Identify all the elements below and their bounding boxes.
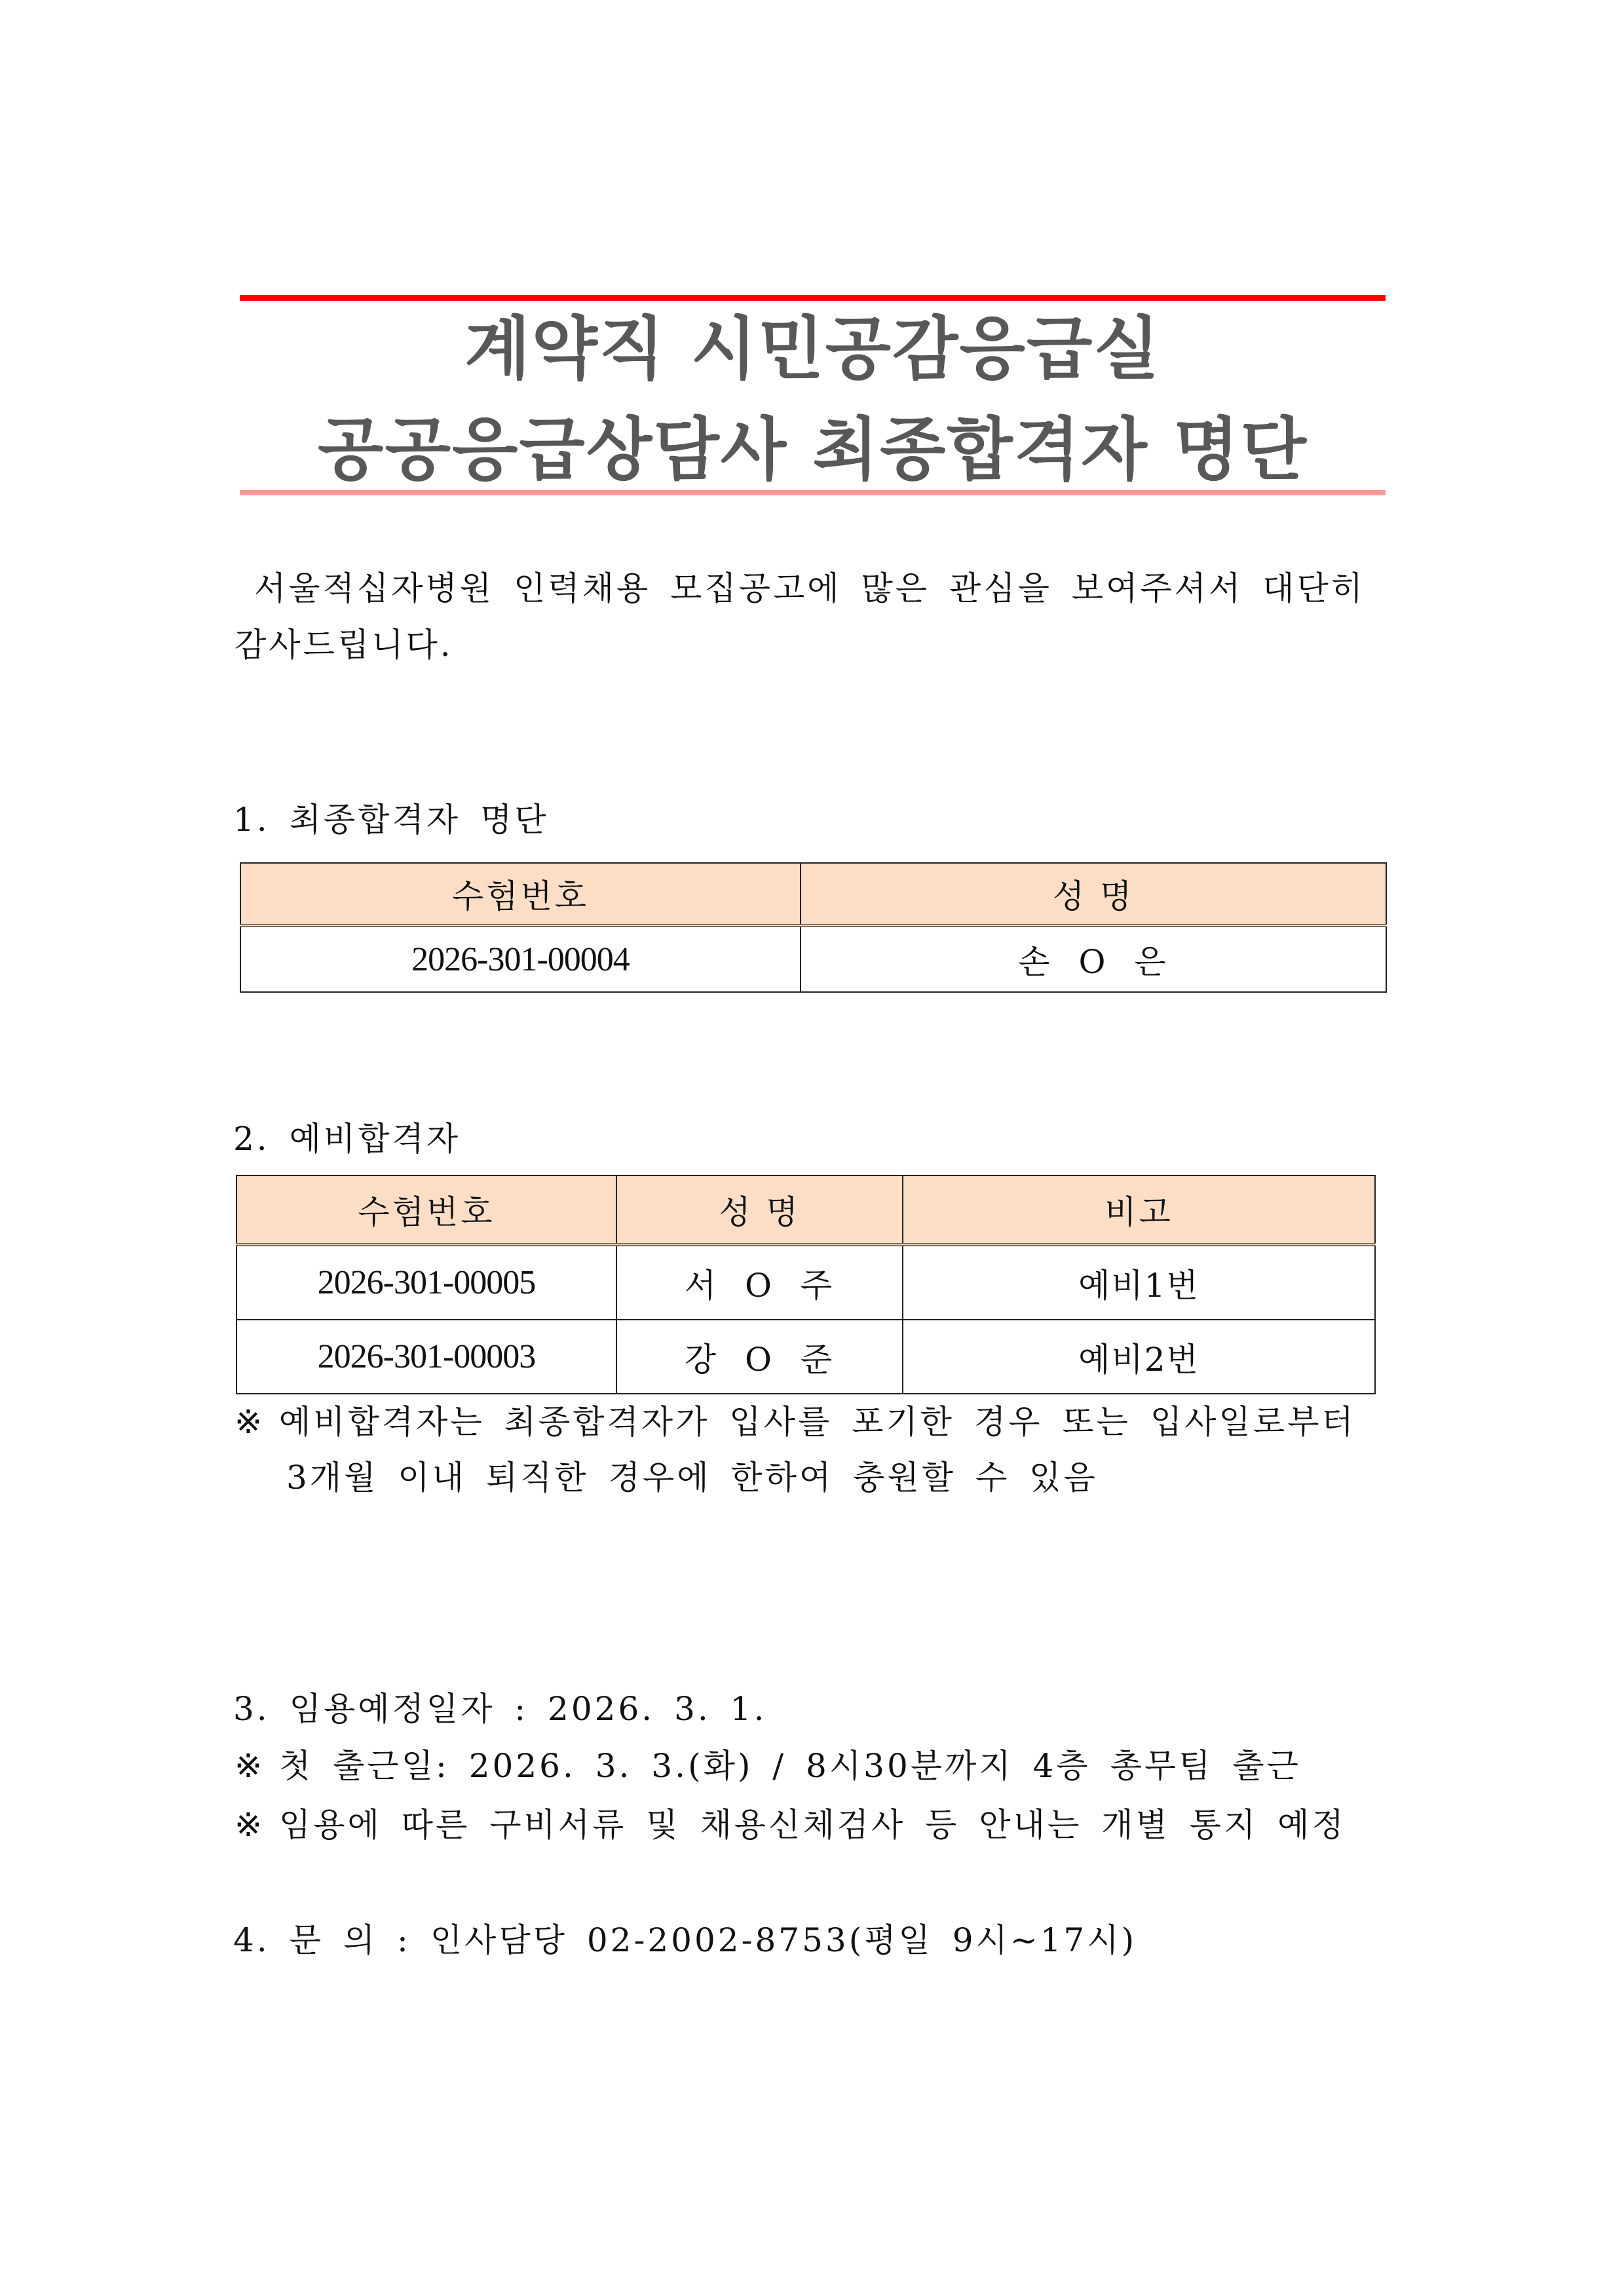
reserve-note-text-1: 예비합격자는 최종합격자가 입사를 포기한 경우 또는 입사일로부터 xyxy=(278,1403,1356,1441)
title-top-rule xyxy=(240,295,1386,301)
first-workday-text: 첫 출근일: 2026. 3. 3.(화) / 8시30분까지 4층 총무팀 출근 xyxy=(278,1747,1301,1785)
cell-name: 손 O 은 xyxy=(801,926,1386,993)
table-row xyxy=(240,926,1386,993)
table-row xyxy=(236,1320,1375,1394)
table-header-row xyxy=(236,1176,1375,1245)
first-workday-note xyxy=(235,1738,1301,1794)
intro-line-2: 감사드립니다. xyxy=(235,626,453,664)
column-header-name: 성 명 xyxy=(801,863,1386,926)
reference-mark-icon: ※ xyxy=(235,1747,265,1785)
reference-mark-icon: ※ xyxy=(235,1806,265,1844)
cell-name: 서 O 주 xyxy=(616,1245,903,1320)
table-row xyxy=(236,1245,1375,1320)
cell-exam-number: 2026-301-00004 xyxy=(240,926,801,993)
table-header-row xyxy=(240,863,1386,926)
cell-exam-number: 2026-301-00005 xyxy=(236,1245,616,1320)
cell-remark: 예비1번 xyxy=(903,1245,1375,1320)
intro-line-1: 서울적십자병원 인력채용 모집공고에 많은 관심을 보여주셔서 대단히 xyxy=(254,569,1366,607)
page-title-line-1: 계약직 시민공감응급실 xyxy=(464,309,1161,389)
title-bottom-rule xyxy=(240,490,1386,495)
reserve-note-line-1 xyxy=(235,1394,1356,1450)
final-passers-table xyxy=(240,862,1387,993)
section-heading-reserve-passers: 2. 예비합격자 xyxy=(233,1120,461,1158)
column-header-remark: 비고 xyxy=(903,1176,1375,1245)
cell-remark: 예비2번 xyxy=(903,1320,1375,1394)
section-heading-appointment-date: 3. 임용예정일자 : 2026. 3. 1. xyxy=(233,1690,767,1728)
section-heading-contact: 4. 문 의 : 인사담당 02-2002-8753(평일 9시~17시) xyxy=(233,1921,1137,1959)
intro-paragraph xyxy=(235,560,1401,673)
section-heading-final-passers: 1. 최종합격자 명단 xyxy=(233,801,549,839)
reference-mark-icon: ※ xyxy=(235,1403,265,1441)
documents-notice-text: 임용에 따른 구비서류 및 채용신체검사 등 안내는 개별 통지 예정 xyxy=(278,1806,1346,1844)
column-header-exam-number: 수험번호 xyxy=(236,1176,616,1245)
column-header-exam-number: 수험번호 xyxy=(240,863,801,926)
cell-name: 강 O 준 xyxy=(616,1320,903,1394)
page-title-line-2: 공공응급상담사 최종합격자 명단 xyxy=(318,410,1308,489)
documents-notice-note xyxy=(235,1797,1346,1853)
reserve-note-line-2: 3개월 이내 퇴직한 경우에 한하여 충원할 수 있음 xyxy=(286,1459,1098,1497)
reserve-passers-table xyxy=(236,1175,1376,1394)
column-header-name: 성 명 xyxy=(616,1176,903,1245)
cell-exam-number: 2026-301-00003 xyxy=(236,1320,616,1394)
